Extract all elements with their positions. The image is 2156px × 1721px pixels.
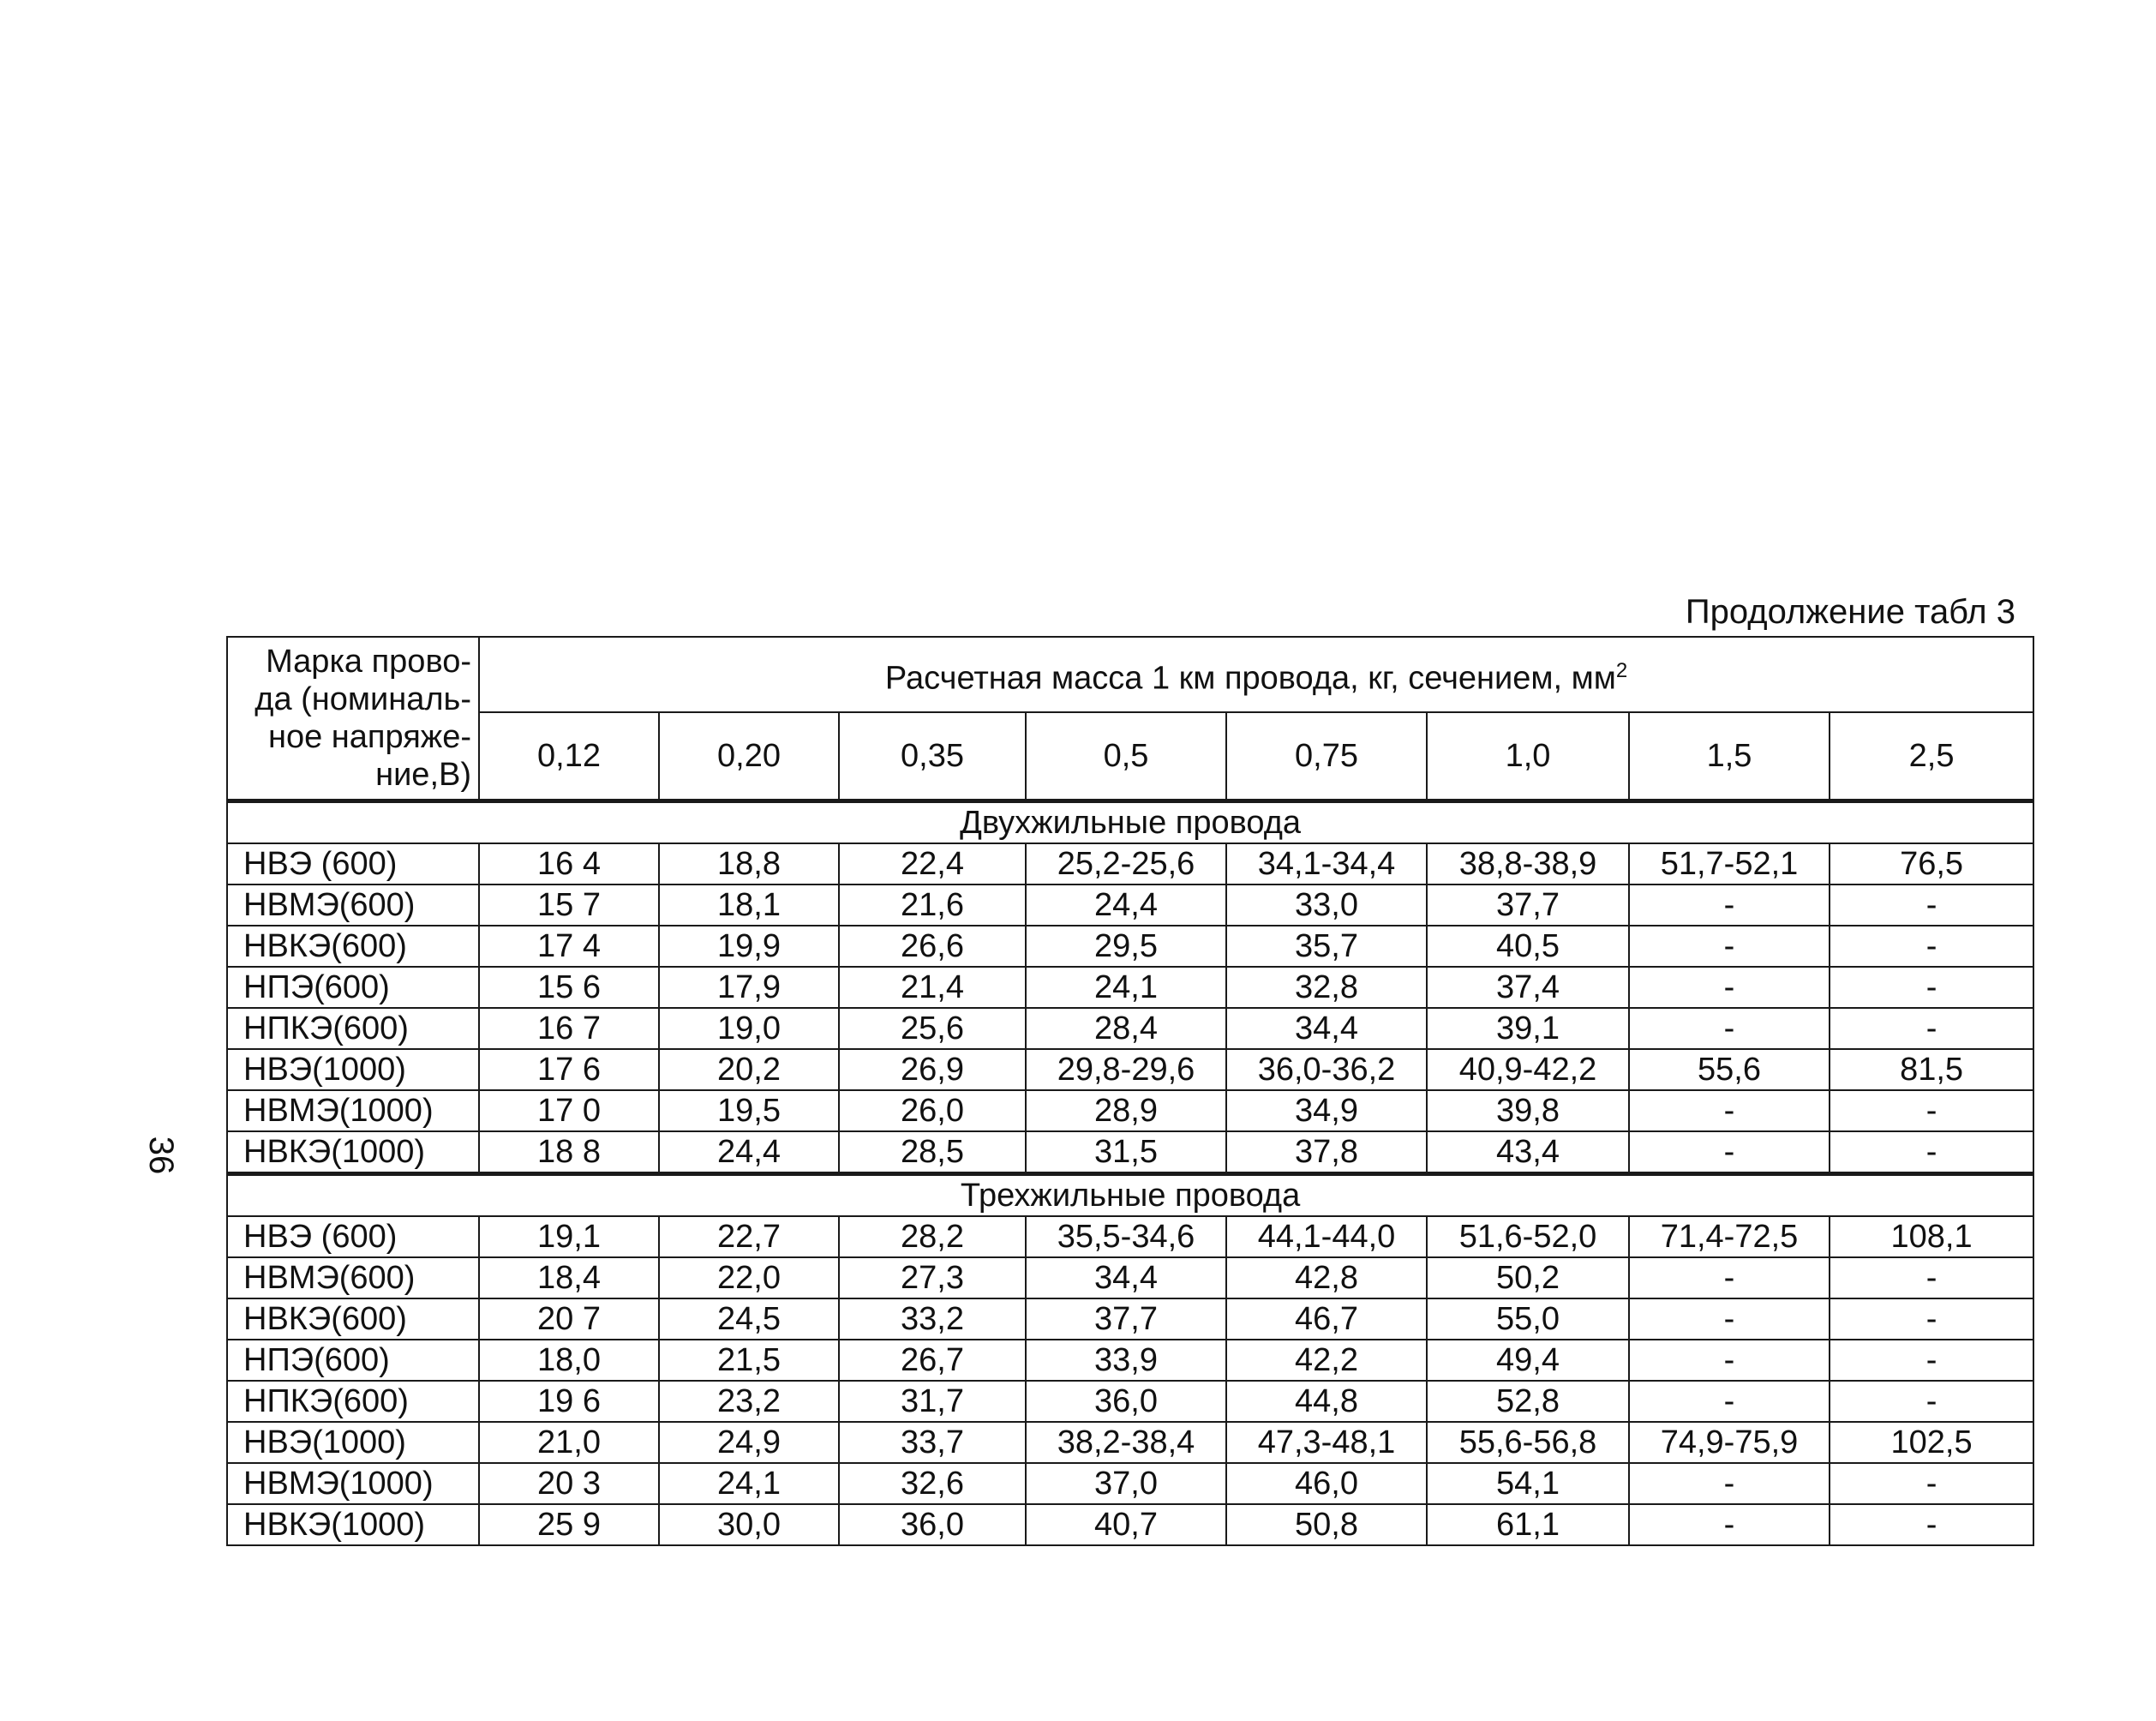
table-row — [227, 1216, 2033, 1257]
mass-value-cell: - — [1629, 1340, 1830, 1381]
wire-brand-cell: НПЭ(600) — [227, 1340, 479, 1381]
mass-value-cell: 30,0 — [659, 1504, 839, 1545]
column-header-cross-section: 2,5 — [1830, 712, 2033, 801]
table-row — [227, 1340, 2033, 1381]
mass-value-cell: 33,7 — [839, 1422, 1026, 1463]
mass-value-cell: - — [1629, 926, 1830, 967]
mass-value-cell: 15 7 — [479, 884, 659, 926]
table-row — [227, 884, 2033, 926]
mass-value-cell: 34,4 — [1026, 1257, 1226, 1298]
wire-brand-cell: НВЭ(1000) — [227, 1422, 479, 1463]
mass-value-cell: 24,1 — [659, 1463, 839, 1504]
wire-brand-cell: НВКЭ(1000) — [227, 1504, 479, 1545]
mass-value-cell: - — [1629, 1008, 1830, 1049]
mass-value-cell: 18 8 — [479, 1131, 659, 1174]
mass-value-cell: 18,4 — [479, 1257, 659, 1298]
mass-value-cell: 31,5 — [1026, 1131, 1226, 1174]
mass-value-cell: 37,7 — [1427, 884, 1629, 926]
mass-value-cell: 21,4 — [839, 967, 1026, 1008]
mass-value-cell: 50,2 — [1427, 1257, 1629, 1298]
mass-value-cell: 102,5 — [1830, 1422, 2033, 1463]
mass-value-cell: 76,5 — [1830, 843, 2033, 884]
mass-value-cell: 46,7 — [1226, 1298, 1427, 1340]
mass-value-cell: 33,2 — [839, 1298, 1026, 1340]
mass-value-cell: - — [1629, 1463, 1830, 1504]
mass-value-cell: 19 6 — [479, 1381, 659, 1422]
mass-value-cell: 39,8 — [1427, 1090, 1629, 1131]
column-header-cross-section: 0,5 — [1026, 712, 1226, 801]
wire-brand-cell: НВКЭ(600) — [227, 1298, 479, 1340]
mass-value-cell: 39,1 — [1427, 1008, 1629, 1049]
column-header-cross-section: 0,12 — [479, 712, 659, 801]
table-row — [227, 1090, 2033, 1131]
mass-value-cell: - — [1830, 1257, 2033, 1298]
table-row — [227, 967, 2033, 1008]
mass-value-cell: - — [1830, 1463, 2033, 1504]
mass-value-cell: 17,9 — [659, 967, 839, 1008]
mass-header — [479, 637, 2033, 712]
mass-value-cell: - — [1830, 1090, 2033, 1131]
mass-value-cell: - — [1629, 1131, 1830, 1174]
mass-value-cell: - — [1830, 1340, 2033, 1381]
mass-value-cell: 26,0 — [839, 1090, 1026, 1131]
mass-value-cell: 44,1-44,0 — [1226, 1216, 1427, 1257]
table-row — [227, 1504, 2033, 1545]
mass-value-cell: 28,5 — [839, 1131, 1026, 1174]
mass-value-cell: 17 0 — [479, 1090, 659, 1131]
wire-brand-header-line: ние,В) — [375, 757, 471, 793]
mass-value-cell: 25 9 — [479, 1504, 659, 1545]
mass-value-cell: 20 3 — [479, 1463, 659, 1504]
mass-value-cell: 18,1 — [659, 884, 839, 926]
mass-value-cell: 108,1 — [1830, 1216, 2033, 1257]
mass-value-cell: 42,8 — [1226, 1257, 1427, 1298]
wire-brand-cell: НВЭ(1000) — [227, 1049, 479, 1090]
wire-brand-header — [227, 637, 479, 801]
wire-brand-cell: НВМЭ(600) — [227, 1257, 479, 1298]
table-row — [227, 1131, 2033, 1174]
mass-value-cell: 81,5 — [1830, 1049, 2033, 1090]
mass-value-cell: - — [1830, 1504, 2033, 1545]
mass-value-cell: 35,7 — [1226, 926, 1427, 967]
mass-value-cell: - — [1629, 1504, 1830, 1545]
mass-value-cell: 40,9-42,2 — [1427, 1049, 1629, 1090]
mass-value-cell: 26,6 — [839, 926, 1026, 967]
mass-value-cell: 28,2 — [839, 1216, 1026, 1257]
mass-value-cell: 40,7 — [1026, 1504, 1226, 1545]
mass-value-cell: 21,6 — [839, 884, 1026, 926]
mass-value-cell: 24,9 — [659, 1422, 839, 1463]
wire-brand-cell: НПКЭ(600) — [227, 1008, 479, 1049]
wire-brand-cell: НВКЭ(600) — [227, 926, 479, 967]
table-row — [227, 1008, 2033, 1049]
table-row — [227, 1422, 2033, 1463]
mass-value-cell: 22,0 — [659, 1257, 839, 1298]
mass-value-cell: 24,1 — [1026, 967, 1226, 1008]
table-continuation-caption: Продолжение табл 3 — [1685, 593, 2015, 631]
wire-brand-cell: НПЭ(600) — [227, 967, 479, 1008]
wire-mass-table — [226, 636, 2034, 1546]
mass-value-cell: 28,9 — [1026, 1090, 1226, 1131]
wire-brand-cell: НПКЭ(600) — [227, 1381, 479, 1422]
mass-value-cell: 22,7 — [659, 1216, 839, 1257]
mass-value-cell: - — [1629, 967, 1830, 1008]
mass-value-cell: - — [1629, 1257, 1830, 1298]
mass-value-cell: 46,0 — [1226, 1463, 1427, 1504]
mass-value-cell: 36,0 — [1026, 1381, 1226, 1422]
mass-value-cell: 25,2-25,6 — [1026, 843, 1226, 884]
mass-value-cell: 19,5 — [659, 1090, 839, 1131]
mass-value-cell: 16 4 — [479, 843, 659, 884]
mass-value-cell: 34,1-34,4 — [1226, 843, 1427, 884]
wire-brand-cell: НВЭ (600) — [227, 843, 479, 884]
mass-value-cell: 23,2 — [659, 1381, 839, 1422]
mass-value-cell: - — [1830, 1381, 2033, 1422]
mass-value-cell: 71,4-72,5 — [1629, 1216, 1830, 1257]
wire-brand-cell: НВКЭ(1000) — [227, 1131, 479, 1174]
mass-value-cell: 51,7-52,1 — [1629, 843, 1830, 884]
mass-value-cell: 55,6-56,8 — [1427, 1422, 1629, 1463]
mass-value-cell: 21,0 — [479, 1422, 659, 1463]
column-header-cross-section: 1,0 — [1427, 712, 1629, 801]
mass-value-cell: 31,7 — [839, 1381, 1026, 1422]
table-row — [227, 1049, 2033, 1090]
mass-value-cell: 16 7 — [479, 1008, 659, 1049]
mass-value-cell: 54,1 — [1427, 1463, 1629, 1504]
wire-brand-header-line: ное напряже- — [268, 719, 471, 755]
mass-value-cell: 25,6 — [839, 1008, 1026, 1049]
table-row — [227, 843, 2033, 884]
wire-brand-cell: НВМЭ(600) — [227, 884, 479, 926]
mass-value-cell: 47,3-48,1 — [1226, 1422, 1427, 1463]
mass-value-cell: 24,5 — [659, 1298, 839, 1340]
mass-value-cell: 52,8 — [1427, 1381, 1629, 1422]
wire-brand-cell: НВМЭ(1000) — [227, 1463, 479, 1504]
mass-value-cell: 33,0 — [1226, 884, 1427, 926]
mass-value-cell: 37,0 — [1026, 1463, 1226, 1504]
table-row — [227, 1381, 2033, 1422]
mass-value-cell: 61,1 — [1427, 1504, 1629, 1545]
section-title: Трехжильные провода — [227, 1174, 2033, 1217]
mass-value-cell: - — [1830, 884, 2033, 926]
table-row — [227, 926, 2033, 967]
table-row — [227, 1463, 2033, 1504]
mass-value-cell: 28,4 — [1026, 1008, 1226, 1049]
mass-value-cell: 44,8 — [1226, 1381, 1427, 1422]
mass-value-cell: - — [1830, 967, 2033, 1008]
mass-value-cell: 24,4 — [1026, 884, 1226, 926]
mass-value-cell: 26,9 — [839, 1049, 1026, 1090]
mass-value-cell: 74,9-75,9 — [1629, 1422, 1830, 1463]
mass-value-cell: 22,4 — [839, 843, 1026, 884]
mass-value-cell: 19,9 — [659, 926, 839, 967]
mass-value-cell: 20,2 — [659, 1049, 839, 1090]
wire-brand-cell: НВМЭ(1000) — [227, 1090, 479, 1131]
mass-value-cell: - — [1830, 1298, 2033, 1340]
mass-value-cell: 40,5 — [1427, 926, 1629, 967]
mass-value-cell: 38,2-38,4 — [1026, 1422, 1226, 1463]
section-title: Двухжильные провода — [227, 801, 2033, 844]
mass-value-cell: 55,0 — [1427, 1298, 1629, 1340]
mass-value-cell: 29,5 — [1026, 926, 1226, 967]
mass-value-cell: 32,6 — [839, 1463, 1026, 1504]
mass-value-cell: 50,8 — [1226, 1504, 1427, 1545]
mass-value-cell: 51,6-52,0 — [1427, 1216, 1629, 1257]
section-row — [227, 1174, 2033, 1217]
mass-value-cell: 42,2 — [1226, 1340, 1427, 1381]
mass-value-cell: - — [1629, 1298, 1830, 1340]
column-header-cross-section: 0,35 — [839, 712, 1026, 801]
mass-value-cell: 35,5-34,6 — [1026, 1216, 1226, 1257]
wire-brand-header-line: да (номиналь- — [255, 681, 471, 717]
table-row — [227, 1298, 2033, 1340]
page-number: 36 — [142, 1136, 180, 1175]
mass-value-cell: 32,8 — [1226, 967, 1427, 1008]
wire-brand-cell: НВЭ (600) — [227, 1216, 479, 1257]
mass-value-cell: 24,4 — [659, 1131, 839, 1174]
mass-value-cell: 17 6 — [479, 1049, 659, 1090]
mass-value-cell: 37,8 — [1226, 1131, 1427, 1174]
mass-value-cell: - — [1629, 1381, 1830, 1422]
mass-value-cell: 18,0 — [479, 1340, 659, 1381]
mass-value-cell: 55,6 — [1629, 1049, 1830, 1090]
mass-value-cell: - — [1830, 1008, 2033, 1049]
mass-value-cell: 29,8-29,6 — [1026, 1049, 1226, 1090]
table-row — [227, 1257, 2033, 1298]
mass-value-cell: 37,4 — [1427, 967, 1629, 1008]
mass-value-cell: 27,3 — [839, 1257, 1026, 1298]
section-row — [227, 801, 2033, 844]
mass-value-cell: 19,0 — [659, 1008, 839, 1049]
mass-value-cell: 19,1 — [479, 1216, 659, 1257]
mass-value-cell: 15 6 — [479, 967, 659, 1008]
mass-value-cell: 37,7 — [1026, 1298, 1226, 1340]
mass-value-cell: 36,0 — [839, 1504, 1026, 1545]
column-header-cross-section: 0,75 — [1226, 712, 1427, 801]
mass-value-cell: - — [1629, 1090, 1830, 1131]
mass-value-cell: 21,5 — [659, 1340, 839, 1381]
mass-value-cell: - — [1830, 926, 2033, 967]
mass-value-cell: 34,4 — [1226, 1008, 1427, 1049]
mass-value-cell: - — [1830, 1131, 2033, 1174]
mass-value-cell: - — [1629, 884, 1830, 926]
mass-value-cell: 38,8-38,9 — [1427, 843, 1629, 884]
mass-value-cell: 26,7 — [839, 1340, 1026, 1381]
mass-value-cell: 34,9 — [1226, 1090, 1427, 1131]
mass-value-cell: 17 4 — [479, 926, 659, 967]
mass-value-cell: 18,8 — [659, 843, 839, 884]
mass-value-cell: 33,9 — [1026, 1340, 1226, 1381]
mass-value-cell: 43,4 — [1427, 1131, 1629, 1174]
mass-value-cell: 49,4 — [1427, 1340, 1629, 1381]
mass-value-cell: 36,0-36,2 — [1226, 1049, 1427, 1090]
mass-value-cell: 20 7 — [479, 1298, 659, 1340]
column-header-cross-section: 0,20 — [659, 712, 839, 801]
mass-header-superscript: 2 — [1615, 658, 1628, 682]
mass-header-text: Расчетная масса 1 км провода, кг, сечением, мм — [884, 660, 1616, 697]
column-header-cross-section: 1,5 — [1629, 712, 1830, 801]
wire-brand-header-line: Марка прово- — [266, 644, 471, 680]
